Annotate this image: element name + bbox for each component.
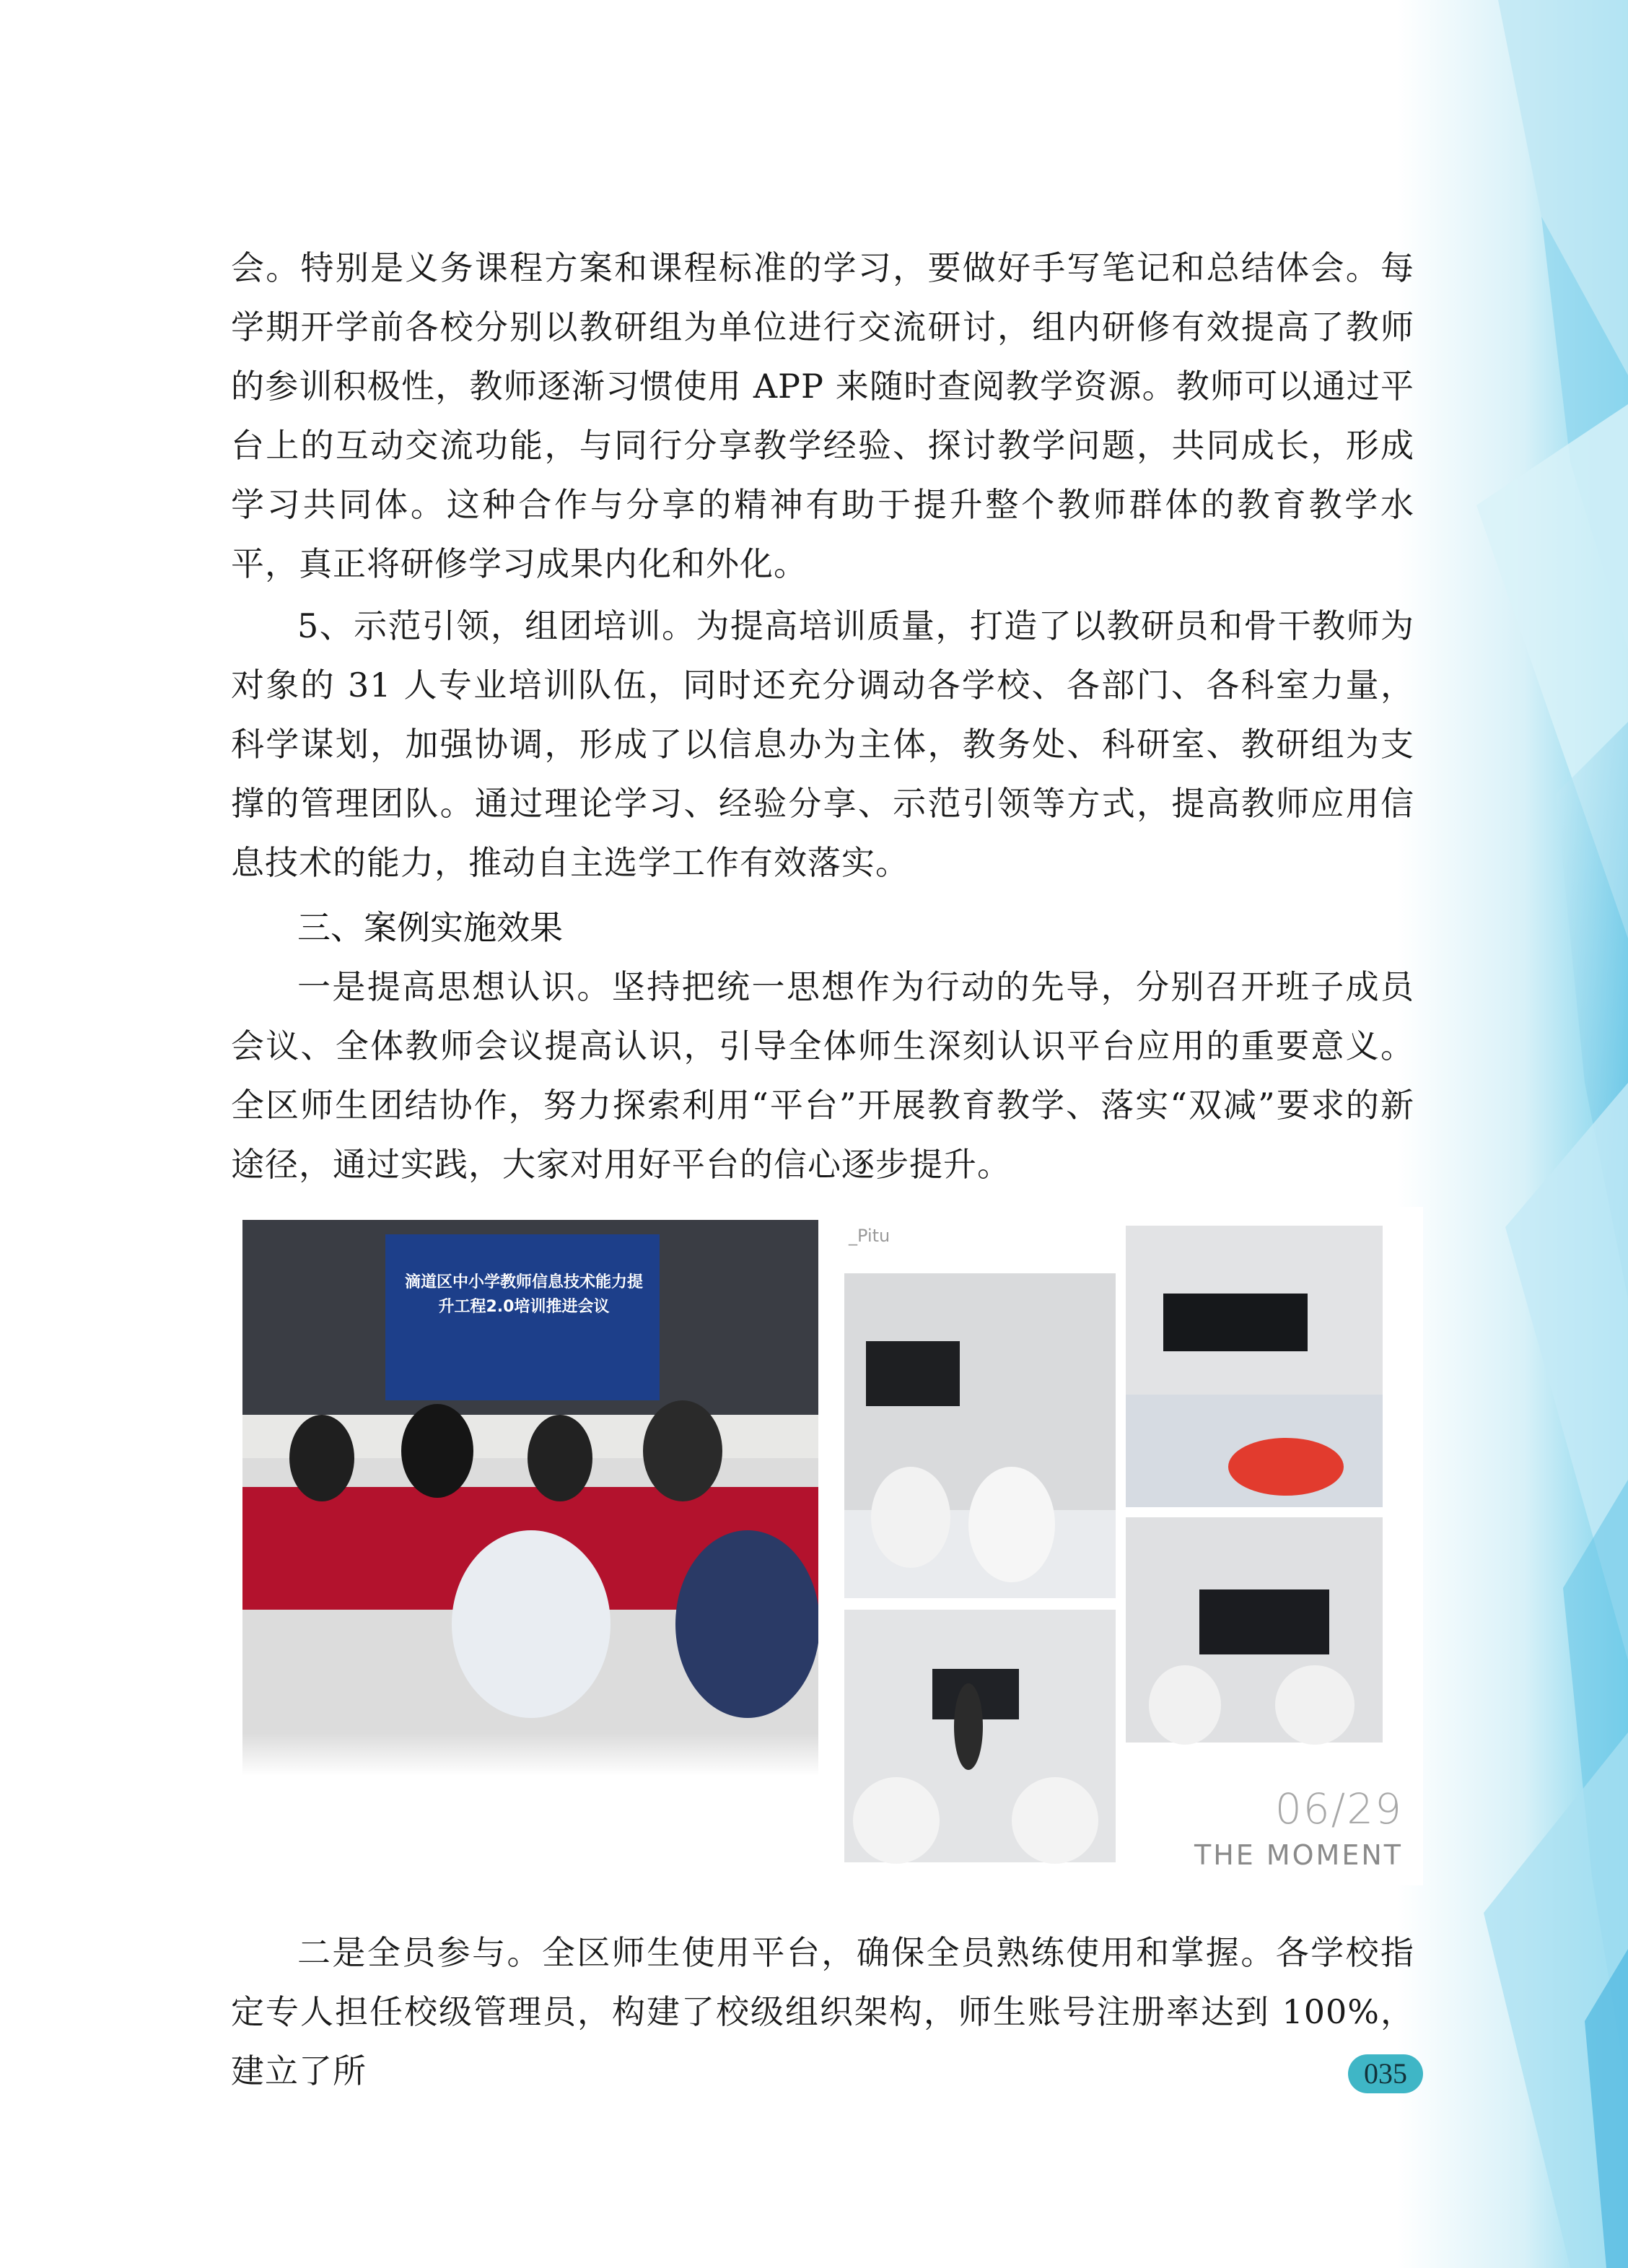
paragraph-full-participation: 二是全员参与。全区师生使用平台，确保全员熟练使用和掌握。各学校指定专人担任校级管理员，构建了校级组织架构，师生账号注册率达到 100%，建立了所 [231, 1933, 1414, 2090]
section-heading: 三、案例实施效果 [297, 908, 563, 947]
paragraph-training-summary: 会。特别是义务课程方案和课程标准的学习，要做好手写笔记和总结体会。每学期开学前各校分别以教研组为单位进行交流研讨，组内研修有效提高了教师的参训积极性，教师逐渐习惯使用 APP 来随时查阅教学资源。教师可以通过平台上的互动交流功能，与同行分享教学经验、探讨教学问题，共同成长，形成学习共同体。这种合作与分享的精神有助于提升整个教师群体的教育教学水平，真正将研修学习成果内化和外化。 [231, 248, 1414, 583]
paragraph-raise-awareness: 一是提高思想认识。坚持把统一思想作为行动的先导，分别召开班子成员会议、全体教师会议提高认识，引导全体师生深刻认识平台应用的重要意义。全区师生团结协作，努力探索利用“平台”开展教育教学、落实“双减”要求的新途径，通过实践，大家对用好平台的信心逐步提升。 [231, 967, 1414, 1184]
pitu-watermark: _Pitu [849, 1226, 890, 1246]
meeting-photo [242, 1220, 818, 1776]
photo-date: 06/29 [1274, 1784, 1403, 1833]
meeting-banner-text: 滴道区中小学教师信息技术能力提升工程2.0培训推进会议 [404, 1273, 643, 1316]
photo-caption: THE MOMENT [1194, 1839, 1403, 1871]
paragraph-demonstration-training: 5、示范引领，组团培训。为提高培训质量，打造了以教研员和骨干教师为对象的 31 人专业培训队伍，同时还充分调动各学校、各部门、各科室力量，科学谋划，加强协调，形成了以信息办为主体，教务处、科研室、教研组为支撑的管理团队。通过理论学习、经验分享、示范引领等方式，提高教师应用信息技术的能力，推动自主选学工作有效落实。 [231, 606, 1414, 882]
classroom-collage [824, 1207, 1423, 1885]
decorative-side-pattern [1397, 0, 1628, 2268]
photo-collage [242, 1207, 1423, 1885]
page-number: 035 [1348, 2054, 1423, 2093]
